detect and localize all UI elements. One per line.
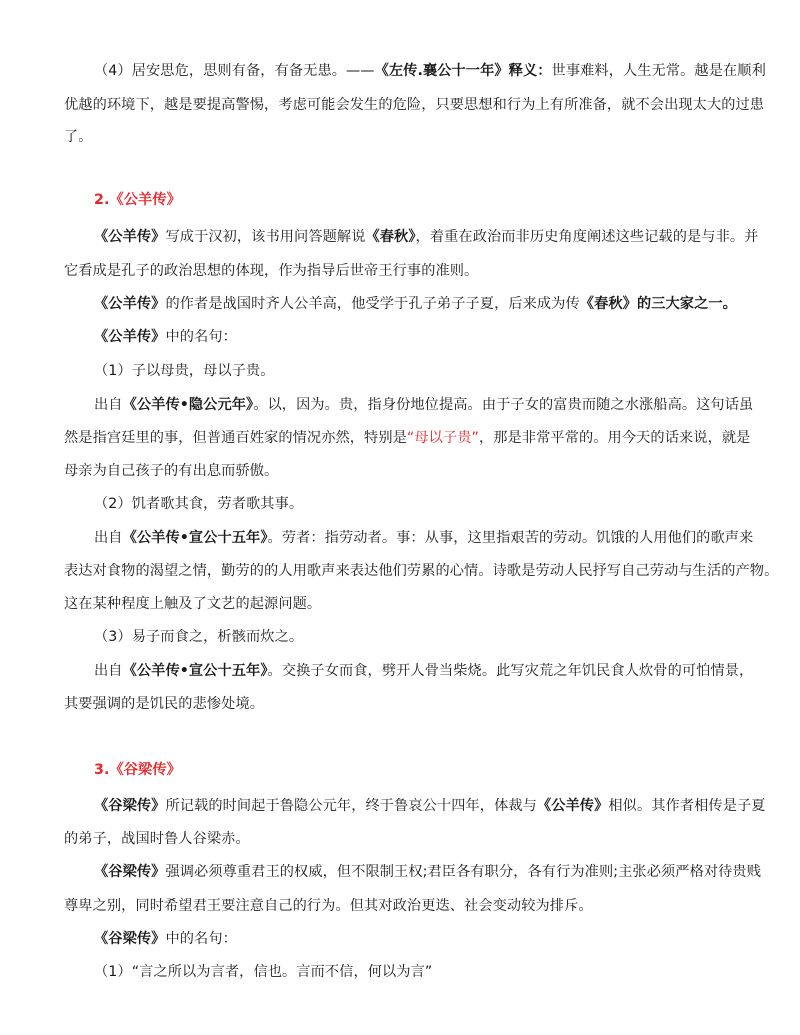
text: 中的名句： bbox=[165, 329, 237, 345]
item-4-line-1 bbox=[94, 61, 766, 81]
book-title: 《谷梁传》 bbox=[94, 798, 166, 814]
gongyang-author-line bbox=[94, 294, 737, 314]
text: 相似。其作者相传是子夏 bbox=[608, 798, 766, 814]
text: 然是指宫廷里的事，但普通百姓家的情况亦然，特别是 bbox=[64, 430, 407, 446]
item-4-line-2: 优越的环境下，越是要提高警惕，考虑可能会发生的危险，只要思想和行为上有所准备，就不会出现太大的过患 bbox=[64, 97, 765, 113]
book-title: 《公羊传》 bbox=[536, 798, 609, 814]
gongyang-quote-1-line-2 bbox=[64, 428, 750, 448]
guliang-intro-line-2: 的弟子，战国时鲁人谷梁赤。 bbox=[64, 831, 250, 847]
guliang-desc-line-1 bbox=[94, 862, 761, 882]
source-title: 《公羊传•隐公元年》 bbox=[122, 397, 254, 413]
gongyang-intro-line-2: 它看成是孔子的政治思想的体现，作为指导后世帝王行事的准则。 bbox=[64, 263, 479, 279]
text: ，那是非常平常的。用今天的话来说，就是 bbox=[478, 430, 751, 446]
text: 。以，因为。贵，指身份地位提高。由于子女的富贵而随之水涨船高。这句话虽 bbox=[253, 397, 754, 413]
book-title: 《谷梁传》 bbox=[94, 864, 166, 880]
book-title: 《公羊传》 bbox=[94, 329, 166, 345]
gongyang-quote-1-title: （1）子以母贵，母以子贵。 bbox=[94, 363, 275, 379]
section-heading-gongyang: 2.《公羊传》 bbox=[94, 192, 181, 208]
gongyang-quote-2-line-2: 表达对食物的渴望之情，勤劳的的人用歌声来表达他们劳累的心情。诗歌是劳动人民抒写自己劳动与生活的产物。 bbox=[64, 563, 779, 579]
guliang-desc-line-2: 尊卑之别，同时希望君王要注意自己的行为。但其对政治更迭、社会变动较为排斥。 bbox=[64, 898, 593, 914]
item-4-text: （4）居安思危，思则有备，有备无患。—— bbox=[94, 63, 375, 79]
text: 。劳者：指劳动者。事：从事，这里指艰苦的劳动。饥饿的人用他们的歌声来 bbox=[267, 530, 754, 546]
gongyang-quote-1-line-3: 母亲为自己孩子的有出息而骄傲。 bbox=[64, 463, 279, 479]
gongyang-quote-2-line-3: 这在某种程度上触及了文艺的起源问题。 bbox=[64, 596, 322, 612]
guliang-intro-line-1 bbox=[94, 796, 766, 816]
gongyang-quote-1-line-1 bbox=[94, 395, 753, 415]
emphasis: 《春秋》的三大家之一。 bbox=[579, 296, 737, 312]
guliang-quote-1-title: （1）“言之所以为言者，信也。言而不信，何以为言” bbox=[94, 964, 433, 980]
text: 。交换子女而食，劈开人骨当柴烧。此写灾荒之年饥民食人炊骨的可怕情景， bbox=[267, 663, 754, 679]
book-title: 《春秋》 bbox=[365, 229, 416, 245]
item-4-source: 《左传.襄公十一年》释义： bbox=[374, 63, 552, 79]
text: 中的名句： bbox=[165, 931, 237, 947]
text: 的作者是战国时齐人公羊高，他受学于孔子弟子子夏，后来成为传 bbox=[165, 296, 580, 312]
gongyang-quote-3-line-1 bbox=[94, 661, 753, 681]
text: 出自 bbox=[94, 397, 123, 413]
text: 出自 bbox=[94, 530, 123, 546]
gongyang-intro-line-1 bbox=[94, 227, 758, 247]
text: 所记载的时间起于鲁隐公元年，终于鲁哀公十四年，体裁与 bbox=[165, 798, 537, 814]
book-title: 《公羊传》 bbox=[94, 229, 166, 245]
gongyang-quote-3-line-2: 其要强调的是饥民的悲惨处境。 bbox=[64, 696, 265, 712]
text: 写成于汉初，该书用问答题解说 bbox=[165, 229, 366, 245]
item-4-text-cont: 世事难料，人生无常。越是在顺利 bbox=[551, 63, 766, 79]
book-title: 《公羊传》 bbox=[94, 296, 166, 312]
gongyang-quote-2-title: （2）饥者歌其食，劳者歌其事。 bbox=[94, 496, 304, 512]
text: 强调必须尊重君王的权威，但不限制王权;君臣各有职分，各有行为准则;主张必须严格对待贵贱 bbox=[165, 864, 762, 880]
gongyang-quote-2-line-1 bbox=[94, 528, 753, 548]
text: 出自 bbox=[94, 663, 123, 679]
guliang-quotes-label bbox=[94, 929, 237, 949]
source-title: 《公羊传•宣公十五年》 bbox=[122, 663, 268, 679]
item-4-line-3: 了。 bbox=[64, 129, 93, 145]
text: ，着重在政治而非历史角度阐述这些记载的是与非。并 bbox=[415, 229, 759, 245]
book-title: 《谷梁传》 bbox=[94, 931, 166, 947]
source-title: 《公羊传•宣公十五年》 bbox=[122, 530, 268, 546]
highlight-quote: “母以子贵” bbox=[406, 430, 479, 446]
gongyang-quote-3-title: （3）易子而食之，析骸而炊之。 bbox=[94, 629, 304, 645]
section-heading-guliang: 3.《谷梁传》 bbox=[94, 762, 181, 778]
gongyang-quotes-label bbox=[94, 327, 237, 347]
